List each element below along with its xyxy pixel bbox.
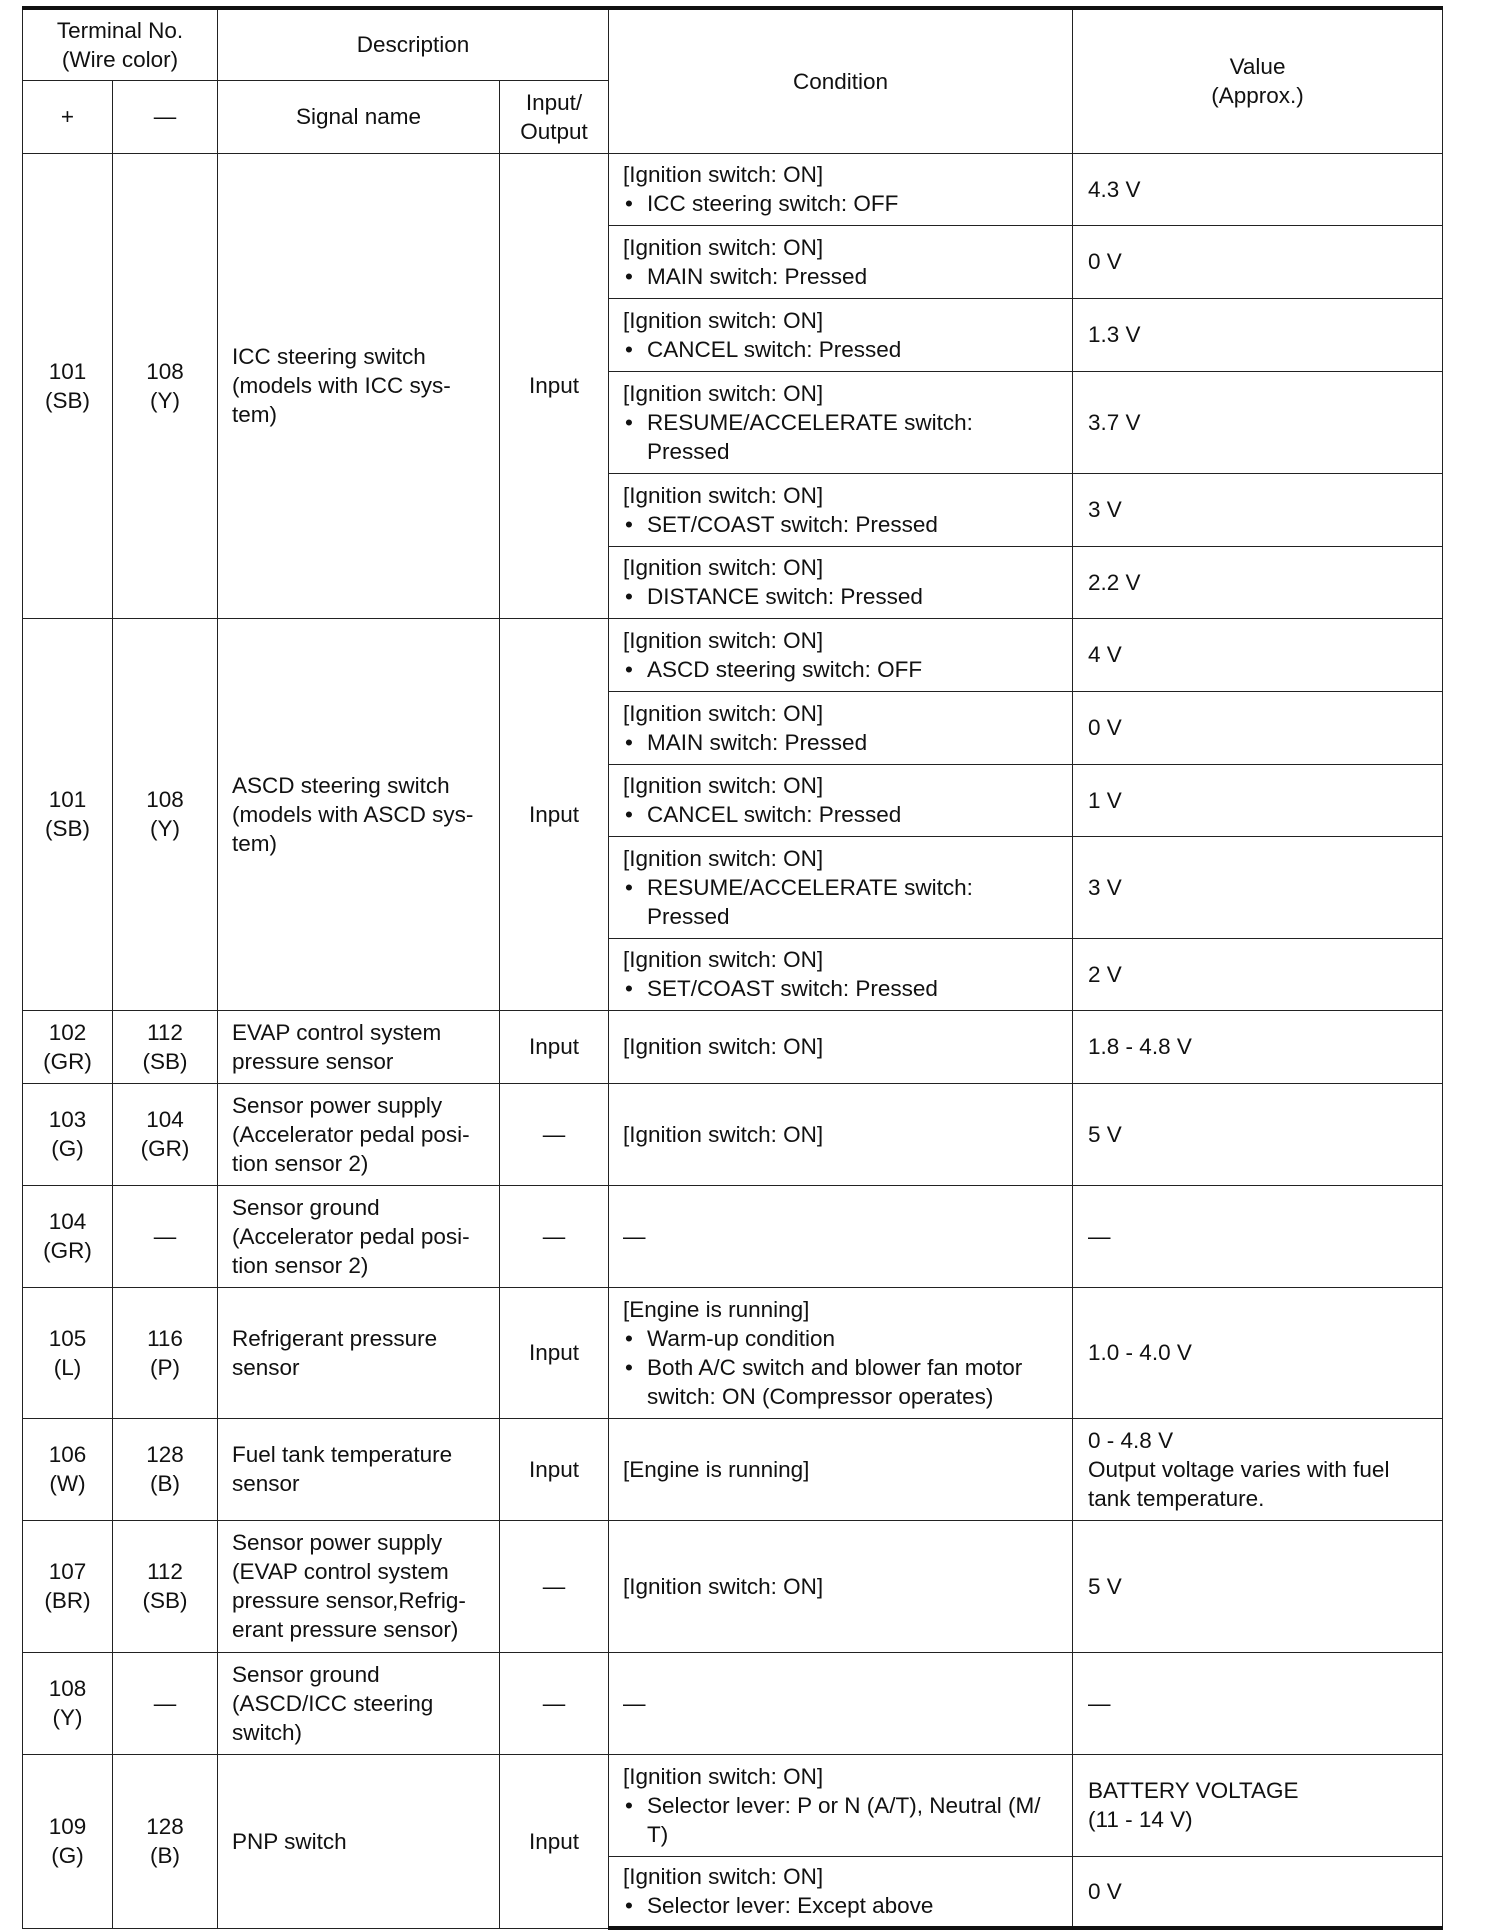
text-line: [Ignition switch: ON] [623, 1121, 824, 1147]
condition-cell [609, 371, 1073, 473]
condition-bullet [623, 873, 1066, 931]
terminal-minus-cell [113, 1185, 218, 1287]
text-line: [Ignition switch: ON] [623, 700, 824, 726]
text-line: Fuel tank temperature [232, 1442, 453, 1467]
text-line: • SET/COAST switch: Pressed [647, 976, 938, 1001]
text-line: Output voltage varies with fuel [1088, 1456, 1390, 1482]
terminal-plus-cell [23, 618, 113, 1010]
text-line: 104 [146, 1107, 184, 1132]
condition-cell [609, 1083, 1073, 1185]
text-line: 101 [48, 358, 87, 384]
signal-name-cell [218, 1287, 500, 1418]
table-row [23, 1418, 1443, 1520]
text-line: (ASCD/ICC steering [232, 1690, 434, 1716]
condition-cell [609, 1287, 1073, 1418]
text-line: • MAIN switch: Pressed [647, 729, 868, 755]
table-body [23, 153, 1443, 1928]
text-line: — [542, 1573, 566, 1599]
terminal-plus-cell [23, 1754, 113, 1928]
text-line: 0 - 4.8 V [1088, 1427, 1174, 1453]
text-line: — [623, 1690, 646, 1716]
table-row [23, 153, 1443, 225]
table-row [23, 618, 1443, 691]
text-line: 1.8 - 4.8 V [1088, 1034, 1192, 1059]
text-line: tem) [232, 830, 278, 856]
condition-bullet [623, 728, 1066, 757]
condition-cell [609, 1856, 1073, 1928]
text-line: 1 V [1088, 787, 1122, 813]
condition-bullet [623, 335, 1066, 364]
value-cell [1073, 836, 1443, 938]
signal-name-cell [218, 1652, 500, 1754]
condition-cell [609, 1520, 1073, 1652]
text-line: • Selector lever: P or N (A/T), Neutral (M/ [647, 1792, 1041, 1818]
text-line: • DISTANCE switch: Pressed [647, 584, 923, 609]
text-line: ICC steering switch [232, 344, 426, 369]
text-line: 107 [48, 1559, 87, 1584]
text-line: Input [529, 801, 580, 827]
signal-name-cell [218, 153, 500, 618]
condition-cell [609, 1010, 1073, 1083]
text-line: • RESUME/ACCELERATE switch: [647, 409, 973, 435]
text-line: (SB) [45, 816, 90, 841]
text-line: Input [529, 1828, 580, 1854]
plus-header: + [23, 80, 113, 153]
text-line: Pressed [647, 903, 730, 929]
text-line: 0 V [1088, 715, 1122, 740]
value-cell [1073, 298, 1443, 371]
value-cell [1073, 1754, 1443, 1856]
text-line: PNP switch [232, 1828, 347, 1854]
text-line: tion sensor 2) [232, 1252, 369, 1278]
text-line: • Selector lever: Except above [647, 1893, 934, 1919]
table-row [23, 1010, 1443, 1083]
text-line: — [542, 1121, 566, 1147]
table-header [23, 8, 1443, 153]
text-line: 101 [48, 787, 87, 812]
value-cell [1073, 1652, 1443, 1754]
text-line: Sensor power supply [232, 1530, 443, 1555]
text-line: 1.3 V [1088, 322, 1141, 347]
text-line: Input [529, 1456, 580, 1482]
text-line: tion sensor 2) [232, 1150, 369, 1176]
table-row [23, 1287, 1443, 1418]
text-line: 0 V [1088, 1878, 1122, 1904]
terminal-minus-cell [113, 1754, 218, 1928]
condition-cell [609, 691, 1073, 764]
text-line: [Ignition switch: ON] [623, 773, 824, 798]
terminal-minus-cell [113, 618, 218, 1010]
condition-bullet [623, 1791, 1066, 1849]
text-line: [Ignition switch: ON] [623, 845, 824, 871]
text-line: 128 [146, 1442, 184, 1467]
minus-header: — [113, 80, 218, 153]
text-line: pressure sensor,Refrig- [232, 1588, 466, 1613]
condition-cell [609, 1418, 1073, 1520]
condition-bullet [623, 1353, 1066, 1411]
input-output-cell [500, 1652, 609, 1754]
text-line: (Y) [52, 1705, 83, 1730]
text-line: — [153, 1223, 177, 1249]
text-line: [Ignition switch: ON] [623, 307, 824, 333]
text-line: Input [529, 1340, 580, 1365]
text-line: • ASCD steering switch: OFF [647, 656, 923, 682]
value-cell [1073, 938, 1443, 1010]
text-line: ASCD steering switch [232, 772, 450, 798]
terminal-minus-cell [113, 1083, 218, 1185]
text-line: (GR) [43, 1048, 92, 1074]
text-line: tem) [232, 402, 278, 427]
text-line: 2.2 V [1088, 569, 1141, 595]
terminal-plus-cell [23, 1185, 113, 1287]
text-line: Sensor ground [232, 1194, 380, 1220]
text-line: (W) [49, 1471, 86, 1496]
signal-name-cell [218, 1083, 500, 1185]
text-line: [Ignition switch: ON] [623, 380, 824, 406]
terminal-minus-cell [113, 1520, 218, 1652]
text-line: [Ignition switch: ON] [623, 627, 824, 653]
text-line: (11 - 14 V) [1088, 1807, 1193, 1832]
condition-cell [609, 1754, 1073, 1856]
input-output-cell [500, 1418, 609, 1520]
condition-bullet [623, 189, 1066, 218]
value-cell [1073, 1010, 1443, 1083]
text-line: (Accelerator pedal posi- [232, 1223, 470, 1249]
text-line: (B) [150, 1843, 180, 1868]
text-line: (Y) [150, 816, 180, 841]
terminal-plus-cell [23, 153, 113, 618]
text-line: 3.7 V [1088, 409, 1141, 435]
text-line: [Ignition switch: ON] [623, 234, 824, 260]
value-cell [1073, 1418, 1443, 1520]
text-line: Pressed [647, 438, 730, 464]
condition-bullet [623, 1324, 1066, 1353]
terminal-table [22, 6, 1443, 1930]
condition-bullet [623, 800, 1066, 829]
text-line: 4.3 V [1088, 176, 1141, 202]
signal-name-cell [218, 1754, 500, 1928]
text-line: (L) [53, 1354, 82, 1380]
condition-bullet [623, 262, 1066, 291]
text-line: 108 [146, 787, 184, 812]
value-cell [1073, 1185, 1443, 1287]
terminal-minus-cell [113, 1418, 218, 1520]
signal-name-cell [218, 1185, 500, 1287]
input-output-cell [500, 1754, 609, 1928]
text-line: 0 V [1088, 249, 1122, 274]
text-line: • SET/COAST switch: Pressed [647, 511, 938, 537]
terminal-minus-cell [113, 153, 218, 618]
text-line: 1.0 - 4.0 V [1088, 1340, 1192, 1365]
text-line: Input [529, 373, 580, 398]
terminal-minus-cell [113, 1010, 218, 1083]
text-line: 103 [48, 1107, 87, 1132]
input-output-cell [500, 618, 609, 1010]
text-line: (P) [150, 1354, 180, 1380]
text-line: (SB) [142, 1588, 188, 1613]
condition-cell [609, 1652, 1073, 1754]
text-line: EVAP control system [232, 1019, 442, 1045]
value-cell [1073, 1856, 1443, 1928]
text-line: 109 [48, 1814, 87, 1839]
text-line: — [1088, 1223, 1111, 1249]
text-line: 3 V [1088, 497, 1122, 522]
value-cell [1073, 764, 1443, 836]
input-output-cell [500, 1520, 609, 1652]
text-line: (GR) [140, 1136, 190, 1161]
text-line: (models with ICC sys- [232, 373, 451, 398]
input-output-header: Input/ Output [500, 80, 609, 153]
signal-name-cell [218, 618, 500, 1010]
text-line: sensor [232, 1471, 300, 1496]
value-cell [1073, 153, 1443, 225]
input-output-cell [500, 153, 609, 618]
value-cell [1073, 1520, 1443, 1652]
text-line: 108 [146, 358, 184, 384]
condition-cell [609, 618, 1073, 691]
text-line: • Warm-up condition [647, 1325, 836, 1351]
text-line: 2 V [1088, 961, 1122, 987]
input-output-cell [500, 1083, 609, 1185]
text-line: (SB) [45, 387, 90, 413]
text-line: Input [529, 1034, 580, 1059]
text-line: sensor [232, 1354, 300, 1380]
input-output-cell [500, 1287, 609, 1418]
text-line: 3 V [1088, 874, 1122, 900]
text-line: • CANCEL switch: Pressed [647, 802, 902, 827]
condition-cell [609, 546, 1073, 618]
table-row [23, 1083, 1443, 1185]
text-line: (SB) [142, 1048, 188, 1074]
value-cell [1073, 1287, 1443, 1418]
text-line: 105 [48, 1325, 87, 1351]
terminal-minus-cell [113, 1652, 218, 1754]
text-line: BATTERY VOLTAGE [1088, 1778, 1299, 1803]
text-line: (Accelerator pedal posi- [232, 1121, 470, 1147]
condition-bullet [623, 1891, 1066, 1920]
text-line: [Ignition switch: ON] [623, 482, 824, 508]
input-output-cell [500, 1185, 609, 1287]
text-line: [Ignition switch: ON] [623, 947, 824, 972]
condition-cell [609, 298, 1073, 371]
text-line: 4 V [1088, 642, 1122, 667]
text-line: [Ignition switch: ON] [623, 1034, 824, 1059]
text-line: (B) [150, 1471, 180, 1496]
text-line: Sensor ground [232, 1661, 380, 1687]
text-line: 112 [147, 1559, 183, 1584]
text-line: — [542, 1223, 566, 1249]
value-cell [1073, 618, 1443, 691]
text-line: erant pressure sensor) [232, 1617, 459, 1642]
terminal-minus-cell [113, 1287, 218, 1418]
condition-cell [609, 473, 1073, 546]
condition-cell [609, 153, 1073, 225]
text-line: [Ignition switch: ON] [623, 162, 824, 187]
signal-name-cell [218, 1010, 500, 1083]
input-output-cell [500, 1010, 609, 1083]
terminal-plus-cell [23, 1083, 113, 1185]
text-line: [Engine is running] [623, 1296, 810, 1322]
text-line: 104 [48, 1209, 87, 1234]
text-line: switch) [232, 1719, 303, 1745]
condition-bullet [623, 510, 1066, 539]
text-line: • CANCEL switch: Pressed [647, 336, 902, 362]
text-line: [Ignition switch: ON] [623, 1573, 824, 1599]
text-line: • Both A/C switch and blower fan motor [647, 1354, 1023, 1380]
text-line: [Engine is running] [623, 1456, 810, 1482]
value-header: Value (Approx.) [1073, 8, 1443, 153]
condition-bullet [623, 582, 1066, 611]
text-line: — [623, 1223, 646, 1249]
text-line: — [153, 1690, 177, 1716]
text-line: (Y) [150, 387, 180, 413]
table-row [23, 1185, 1443, 1287]
text-line: [Ignition switch: ON] [623, 1864, 824, 1890]
text-line: • RESUME/ACCELERATE switch: [647, 874, 973, 900]
text-line: 102 [48, 1019, 87, 1045]
text-line: 116 [147, 1325, 183, 1351]
text-line: switch: ON (Compressor operates) [647, 1383, 994, 1409]
signal-name-cell [218, 1520, 500, 1652]
value-cell [1073, 225, 1443, 298]
table-row [23, 1652, 1443, 1754]
text-line: — [542, 1690, 566, 1716]
condition-bullet [623, 655, 1066, 684]
terminal-no-header: Terminal No. (Wire color) [23, 8, 218, 80]
text-line: 112 [147, 1019, 183, 1045]
text-line: — [1088, 1690, 1111, 1716]
table-row [23, 1754, 1443, 1856]
text-line: 106 [48, 1442, 87, 1467]
text-line: [Ignition switch: ON] [623, 555, 824, 580]
description-header: Description [218, 8, 609, 80]
value-cell [1073, 473, 1443, 546]
text-line: 5 V [1088, 1121, 1122, 1147]
text-line: (models with ASCD sys- [232, 801, 474, 827]
text-line: tank temperature. [1088, 1485, 1265, 1511]
value-cell [1073, 546, 1443, 618]
terminal-plus-cell [23, 1010, 113, 1083]
text-line: (BR) [44, 1588, 91, 1613]
condition-bullet [623, 974, 1066, 1003]
text-line: Sensor power supply [232, 1092, 443, 1118]
terminal-plus-cell [23, 1520, 113, 1652]
text-line: T) [647, 1821, 669, 1847]
condition-cell [609, 225, 1073, 298]
text-line: (EVAP control system [232, 1559, 449, 1584]
value-cell [1073, 1083, 1443, 1185]
value-cell [1073, 691, 1443, 764]
text-line: (G) [51, 1136, 84, 1161]
value-cell [1073, 371, 1443, 473]
text-line: (G) [51, 1843, 84, 1868]
text-line: pressure sensor [232, 1048, 394, 1074]
text-line: Refrigerant pressure [232, 1325, 438, 1351]
signal-name-cell [218, 1418, 500, 1520]
condition-cell [609, 938, 1073, 1010]
condition-cell [609, 836, 1073, 938]
condition-header: Condition [609, 8, 1073, 153]
condition-cell [609, 764, 1073, 836]
condition-bullet [623, 408, 1066, 466]
terminal-plus-cell [23, 1418, 113, 1520]
text-line: [Ignition switch: ON] [623, 1763, 824, 1789]
text-line: 128 [146, 1814, 184, 1839]
signal-name-header: Signal name [218, 80, 500, 153]
table-row [23, 1520, 1443, 1652]
text-line: • MAIN switch: Pressed [647, 263, 868, 289]
terminal-plus-cell [23, 1287, 113, 1418]
text-line: • ICC steering switch: OFF [647, 191, 899, 216]
text-line: (GR) [43, 1238, 92, 1263]
terminal-plus-cell [23, 1652, 113, 1754]
condition-cell [609, 1185, 1073, 1287]
text-line: 108 [48, 1676, 87, 1701]
text-line: 5 V [1088, 1573, 1122, 1599]
